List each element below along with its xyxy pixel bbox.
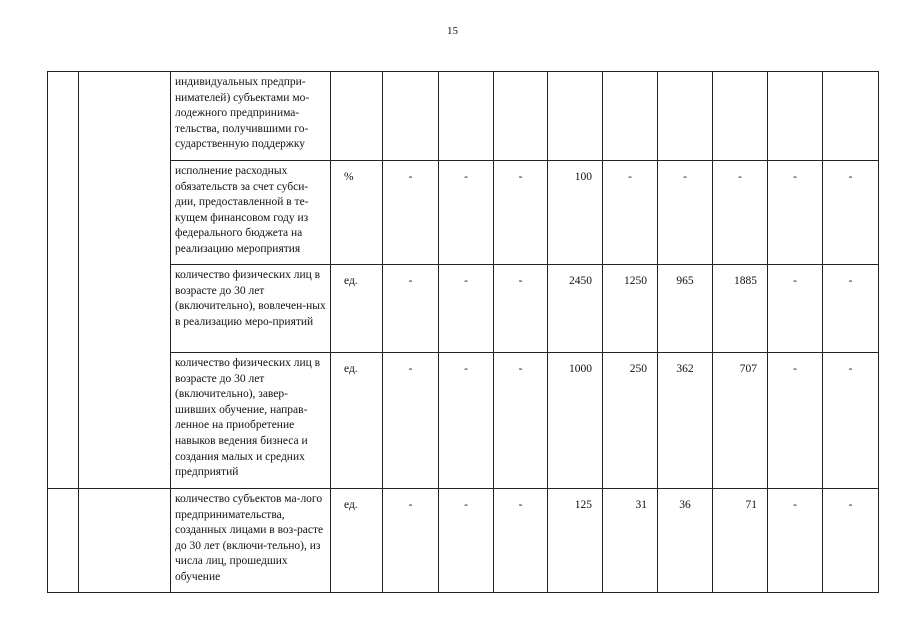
value-cell: - xyxy=(603,161,658,265)
value-cell: 965 xyxy=(658,265,713,353)
value-cell xyxy=(768,72,823,161)
value-cell: - xyxy=(768,265,823,353)
value-cell: - xyxy=(494,265,548,353)
value-cell: - xyxy=(768,353,823,489)
value-cell: 1000 xyxy=(548,353,603,489)
value-cell: - xyxy=(494,353,548,489)
value-cell: 125 xyxy=(548,489,603,593)
unit-cell: % xyxy=(331,161,383,265)
unit-cell xyxy=(331,72,383,161)
value-cell: - xyxy=(713,161,768,265)
page-number: 15 xyxy=(447,25,458,37)
value-cell: 36 xyxy=(658,489,713,593)
value-cell: 362 xyxy=(658,353,713,489)
value-cell: - xyxy=(494,489,548,593)
value-cell: 707 xyxy=(713,353,768,489)
value-cell xyxy=(823,72,879,161)
value-cell: - xyxy=(768,161,823,265)
value-cell xyxy=(548,72,603,161)
value-cell: 31 xyxy=(603,489,658,593)
unit-cell: ед. xyxy=(331,489,383,593)
indicator-description: количество физических лиц в возрасте до 30 лет (включительно), завер-шивших обучение, направ-ленное на приобретение навыков ведения бизнеса и создания малых и средних предприятий xyxy=(171,353,331,489)
value-cell: 2450 xyxy=(548,265,603,353)
value-cell: 1250 xyxy=(603,265,658,353)
indicator-table-container xyxy=(47,71,879,593)
value-cell: 250 xyxy=(603,353,658,489)
indicator-description: индивидуальных предпри-нимателей) субъектами мо-лодежного предпринима-тельства, получившими го-сударственную поддержку xyxy=(171,72,331,161)
table-row xyxy=(48,72,879,161)
program-name-cell xyxy=(79,72,171,489)
value-cell: - xyxy=(768,489,823,593)
unit-cell: ед. xyxy=(331,265,383,353)
indicator-table xyxy=(47,71,879,593)
value-cell: - xyxy=(658,161,713,265)
value-cell: - xyxy=(823,489,879,593)
value-cell xyxy=(658,72,713,161)
value-cell: - xyxy=(439,353,494,489)
value-cell xyxy=(494,72,548,161)
value-cell: - xyxy=(383,353,439,489)
row-number-cell xyxy=(48,72,79,489)
value-cell xyxy=(383,72,439,161)
indicator-description: количество субъектов ма-лого предпринимательства, созданных лицами в воз-расте до 30 лет (включи-тельно), из числа лиц, прошедших обучение xyxy=(171,489,331,593)
table-row xyxy=(48,489,879,593)
value-cell: - xyxy=(823,265,879,353)
value-cell: - xyxy=(823,161,879,265)
value-cell: - xyxy=(383,489,439,593)
table-row xyxy=(48,161,879,265)
value-cell: - xyxy=(494,161,548,265)
table-row xyxy=(48,353,879,489)
unit-cell: ед. xyxy=(331,353,383,489)
value-cell: - xyxy=(439,161,494,265)
table-row xyxy=(48,265,879,353)
program-name-cell xyxy=(79,489,171,593)
indicator-description: количество физических лиц в возрасте до 30 лет (включительно), вовлечен-ных в реализацию меро-приятий xyxy=(171,265,331,353)
value-cell: - xyxy=(439,265,494,353)
value-cell: - xyxy=(823,353,879,489)
indicator-description: исполнение расходных обязательств за счет субси-дии, предоставленной в те-кущем финансовом году из федерального бюджета на реализацию мероприятия xyxy=(171,161,331,265)
value-cell: - xyxy=(383,265,439,353)
value-cell xyxy=(603,72,658,161)
value-cell: 71 xyxy=(713,489,768,593)
value-cell: 1885 xyxy=(713,265,768,353)
value-cell: - xyxy=(383,161,439,265)
value-cell xyxy=(713,72,768,161)
row-number-cell xyxy=(48,489,79,593)
value-cell: 100 xyxy=(548,161,603,265)
value-cell: - xyxy=(439,489,494,593)
value-cell xyxy=(439,72,494,161)
